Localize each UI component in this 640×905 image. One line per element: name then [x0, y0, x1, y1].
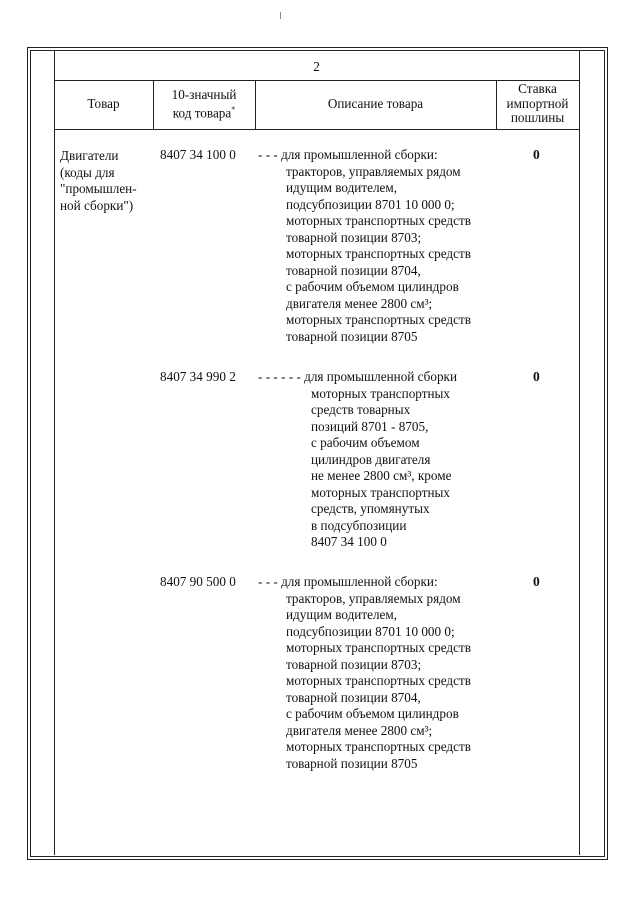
row-1-lines	[258, 164, 471, 346]
row-1-first-line: - - - для промышленной сборки:	[258, 147, 438, 162]
description-line: в подсубпозиции	[311, 517, 407, 533]
table-border-right	[579, 50, 580, 855]
description-line: товарной позиции 8704,	[286, 262, 421, 278]
description-line: товарной позиции 8703;	[286, 229, 422, 245]
description-line: моторных транспортных средств	[286, 213, 471, 228]
header-product: Товар	[87, 96, 120, 111]
description-line: 8407 34 100 0	[311, 534, 387, 549]
product-group-line: "промышлен-	[60, 181, 137, 196]
table-border-left	[54, 50, 55, 855]
description-line: моторных транспортных	[311, 385, 450, 401]
description-line: подсубпозиции 8701 10 000 0;	[286, 623, 455, 639]
row-2-lines	[258, 386, 457, 551]
description-line: средств товарных	[311, 402, 411, 417]
product-group-line: (коды для	[60, 164, 115, 180]
row-3-rate: 0	[533, 574, 540, 589]
description-line: с рабочим объемом цилиндров	[286, 706, 459, 721]
row-1-rate: 0	[533, 147, 540, 162]
header-rate-line-1: Ставка	[518, 81, 557, 96]
description-line: моторных транспортных средств	[286, 246, 471, 261]
footnote-mark: *	[231, 104, 236, 114]
description-line: идущим водителем,	[286, 180, 398, 195]
description-line: товарной позиции 8705	[286, 755, 418, 771]
description-line: моторных транспортных средств	[286, 640, 471, 655]
row-3-code: 8407 90 500 0	[160, 574, 236, 589]
description-line: товарной позиции 8705	[286, 328, 418, 344]
description-line: подсубпозиции 8701 10 000 0;	[286, 196, 455, 212]
description-line: с рабочим объемом цилиндров	[286, 279, 459, 294]
row-3-lines	[258, 591, 471, 773]
row-2-first-line: - - - - - - для промышленной сборки	[258, 369, 458, 384]
description-line: товарной позиции 8704,	[286, 689, 421, 705]
description-line: с рабочим объемом	[311, 435, 420, 450]
row-2-rate: 0	[533, 369, 540, 384]
product-group	[60, 148, 137, 214]
description-line: товарной позиции 8703;	[286, 656, 422, 672]
description-line: тракторов, управляемых рядом	[286, 590, 461, 606]
page-number: 2	[313, 59, 320, 74]
header-rate-line-2: импортной	[506, 95, 569, 111]
description-line: не менее 2800 см³, кроме	[311, 468, 452, 483]
description-line: цилиндров двигателя	[311, 451, 431, 467]
header-code-line-1: 10-значный	[171, 87, 237, 102]
row-2-code: 8407 34 990 2	[160, 369, 236, 384]
description-line: идущим водителем,	[286, 607, 398, 622]
description-line: моторных транспортных средств	[286, 673, 471, 688]
description-line: позиций 8701 - 8705,	[311, 418, 429, 434]
row-1-code: 8407 34 100 0	[160, 147, 236, 162]
description-line: двигателя менее 2800 см³;	[286, 295, 433, 311]
description-line: двигателя менее 2800 см³;	[286, 722, 433, 738]
description-line: моторных транспортных средств	[286, 312, 471, 327]
description-line: моторных транспортных средств	[286, 739, 471, 754]
scan-artifact-mark	[280, 12, 281, 19]
header-rate-line-3: пошлины	[510, 110, 565, 125]
row-3-first-line: - - - для промышленной сборки:	[258, 574, 438, 589]
header-code-line-2: код товара*	[172, 104, 236, 120]
product-group-line: ной сборки")	[60, 197, 134, 213]
description-line: моторных транспортных	[311, 484, 450, 500]
description-line: средств, упомянутых	[311, 501, 430, 516]
row-1-description	[258, 147, 471, 345]
row-2-description	[258, 369, 457, 551]
description-line: тракторов, управляемых рядом	[286, 163, 461, 179]
product-group-line: Двигатели	[60, 148, 119, 163]
row-3-description	[258, 574, 471, 772]
table-rule-header	[54, 129, 579, 130]
header-description: Описание товара	[327, 96, 424, 111]
header-rate	[496, 82, 579, 126]
header-code	[153, 88, 255, 120]
table-rule-page-number	[54, 80, 579, 81]
